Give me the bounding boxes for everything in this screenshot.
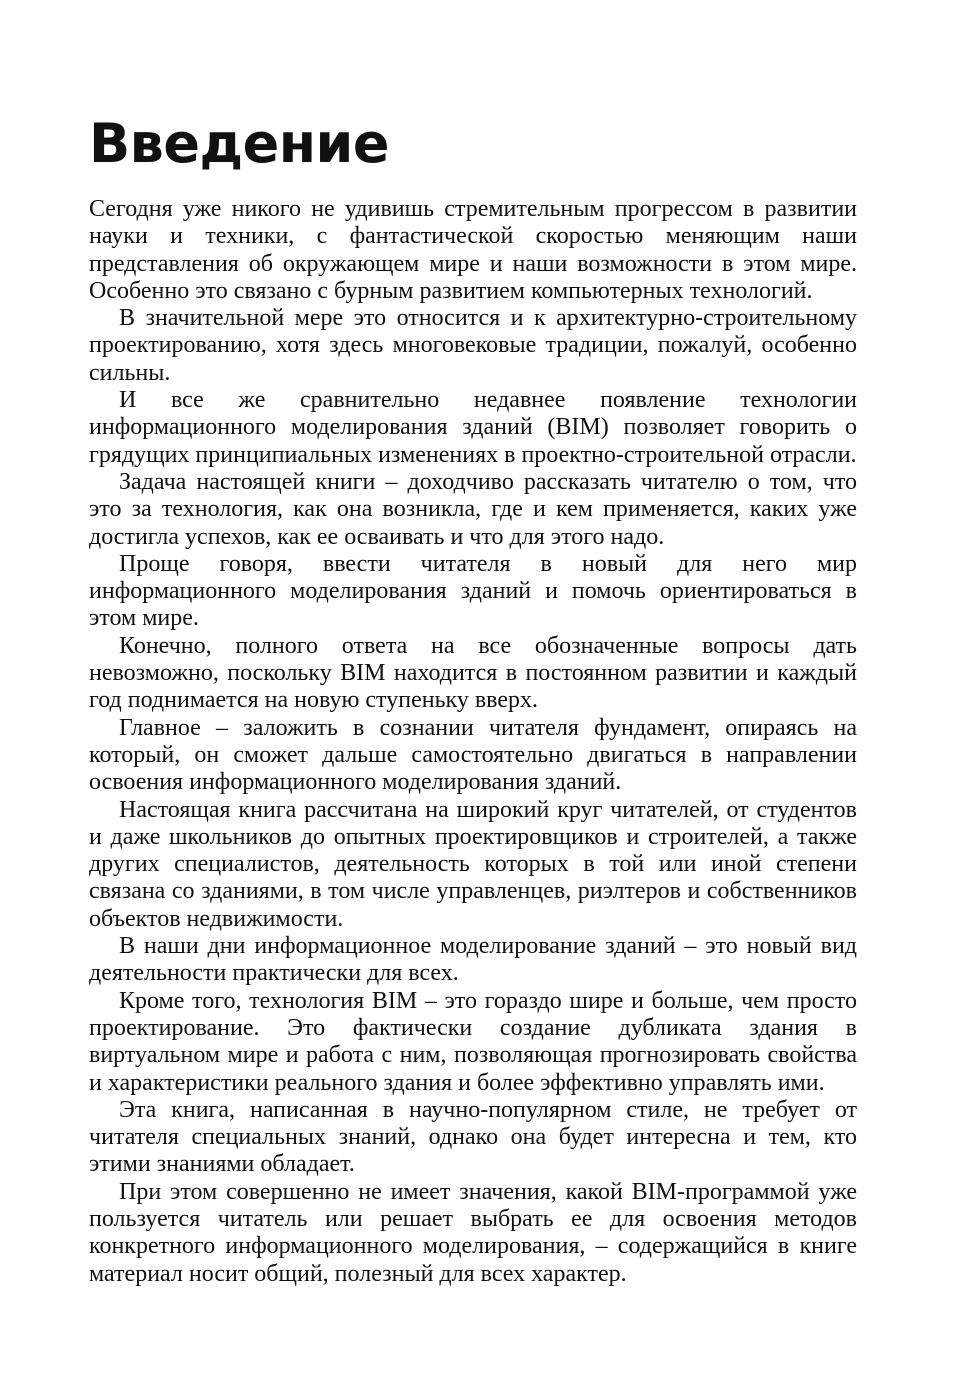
paragraph: В значительной мере это относится и к архитектурно-строительному проектированию, хотя здесь многовековые традиции, пожалуй, особенно сильны.: [89, 305, 857, 386]
paragraph: И все же сравнительно недавнее появление технологии информационного моделирования зданий (BIM) позволяет говорить о грядущих принципиальных изменениях в проектно-строительной отрасли.: [89, 387, 857, 468]
paragraph: Задача настоящей книги – доходчиво рассказать читателю о том, что это за технология, как она возникла, где и кем применяется, каких уже достигла успехов, как ее осваивать и что для этого надо.: [89, 468, 857, 550]
paragraph: Эта книга, написанная в научно-популярном стиле, не требует от читателя специальных знаний, однако она будет интересна и тем, кто этими знаниями обладает.: [89, 1096, 857, 1178]
paragraph: Сегодня уже никого не удивишь стремительным прогрессом в развитии науки и техники, с фантастической скоростью меняющим наши представления об окружающем мире и наши возможности в этом мире. Особенно это связано с бурным развитием компьютерных технологий.: [89, 196, 857, 304]
chapter-body: [89, 196, 857, 1288]
paragraph: Главное – заложить в сознании читателя фундамент, опираясь на который, он сможет дальше самостоятельно двигаться в направлении освоения информационного моделирования зданий.: [89, 714, 857, 796]
paragraph: Конечно, полного ответа на все обозначенные вопросы дать невозможно, поскольку BIM находится в постоянном развитии и каждый год поднимается на новую ступеньку вверх.: [89, 632, 857, 714]
chapter-title: Введение: [89, 112, 389, 175]
paragraph: В наши дни информационное моделирование зданий – это новый вид деятельности практически для всех.: [89, 933, 857, 987]
paragraph: Настоящая книга рассчитана на широкий круг читателей, от студентов и даже школьников до опытных проектировщиков и строителей, а также других специалистов, деятельность которых в той или иной степени связана со зданиями, в том числе управленцев, риэлтеров и собственников объектов недвижимости.: [89, 796, 857, 932]
paragraph: При этом совершенно не имеет значения, какой BIM-программой уже пользуется читатель или решает выбрать ее для освоения методов конкретного информационного моделирования, – содержащийся в книге материал носит общий, полезный для всех характер.: [89, 1178, 857, 1287]
paragraph: Проще говоря, ввести читателя в новый для него мир информационного моделирования зданий и помочь ориентироваться в этом мире.: [89, 550, 857, 632]
paragraph: Кроме того, технология BIM – это гораздо шире и больше, чем просто проектирование. Это фактически создание дубликата здания в виртуальном мире и работа с ним, позволяющая прогнозировать свойства и характеристики реального здания и более эффективно управлять ими.: [89, 987, 857, 1096]
